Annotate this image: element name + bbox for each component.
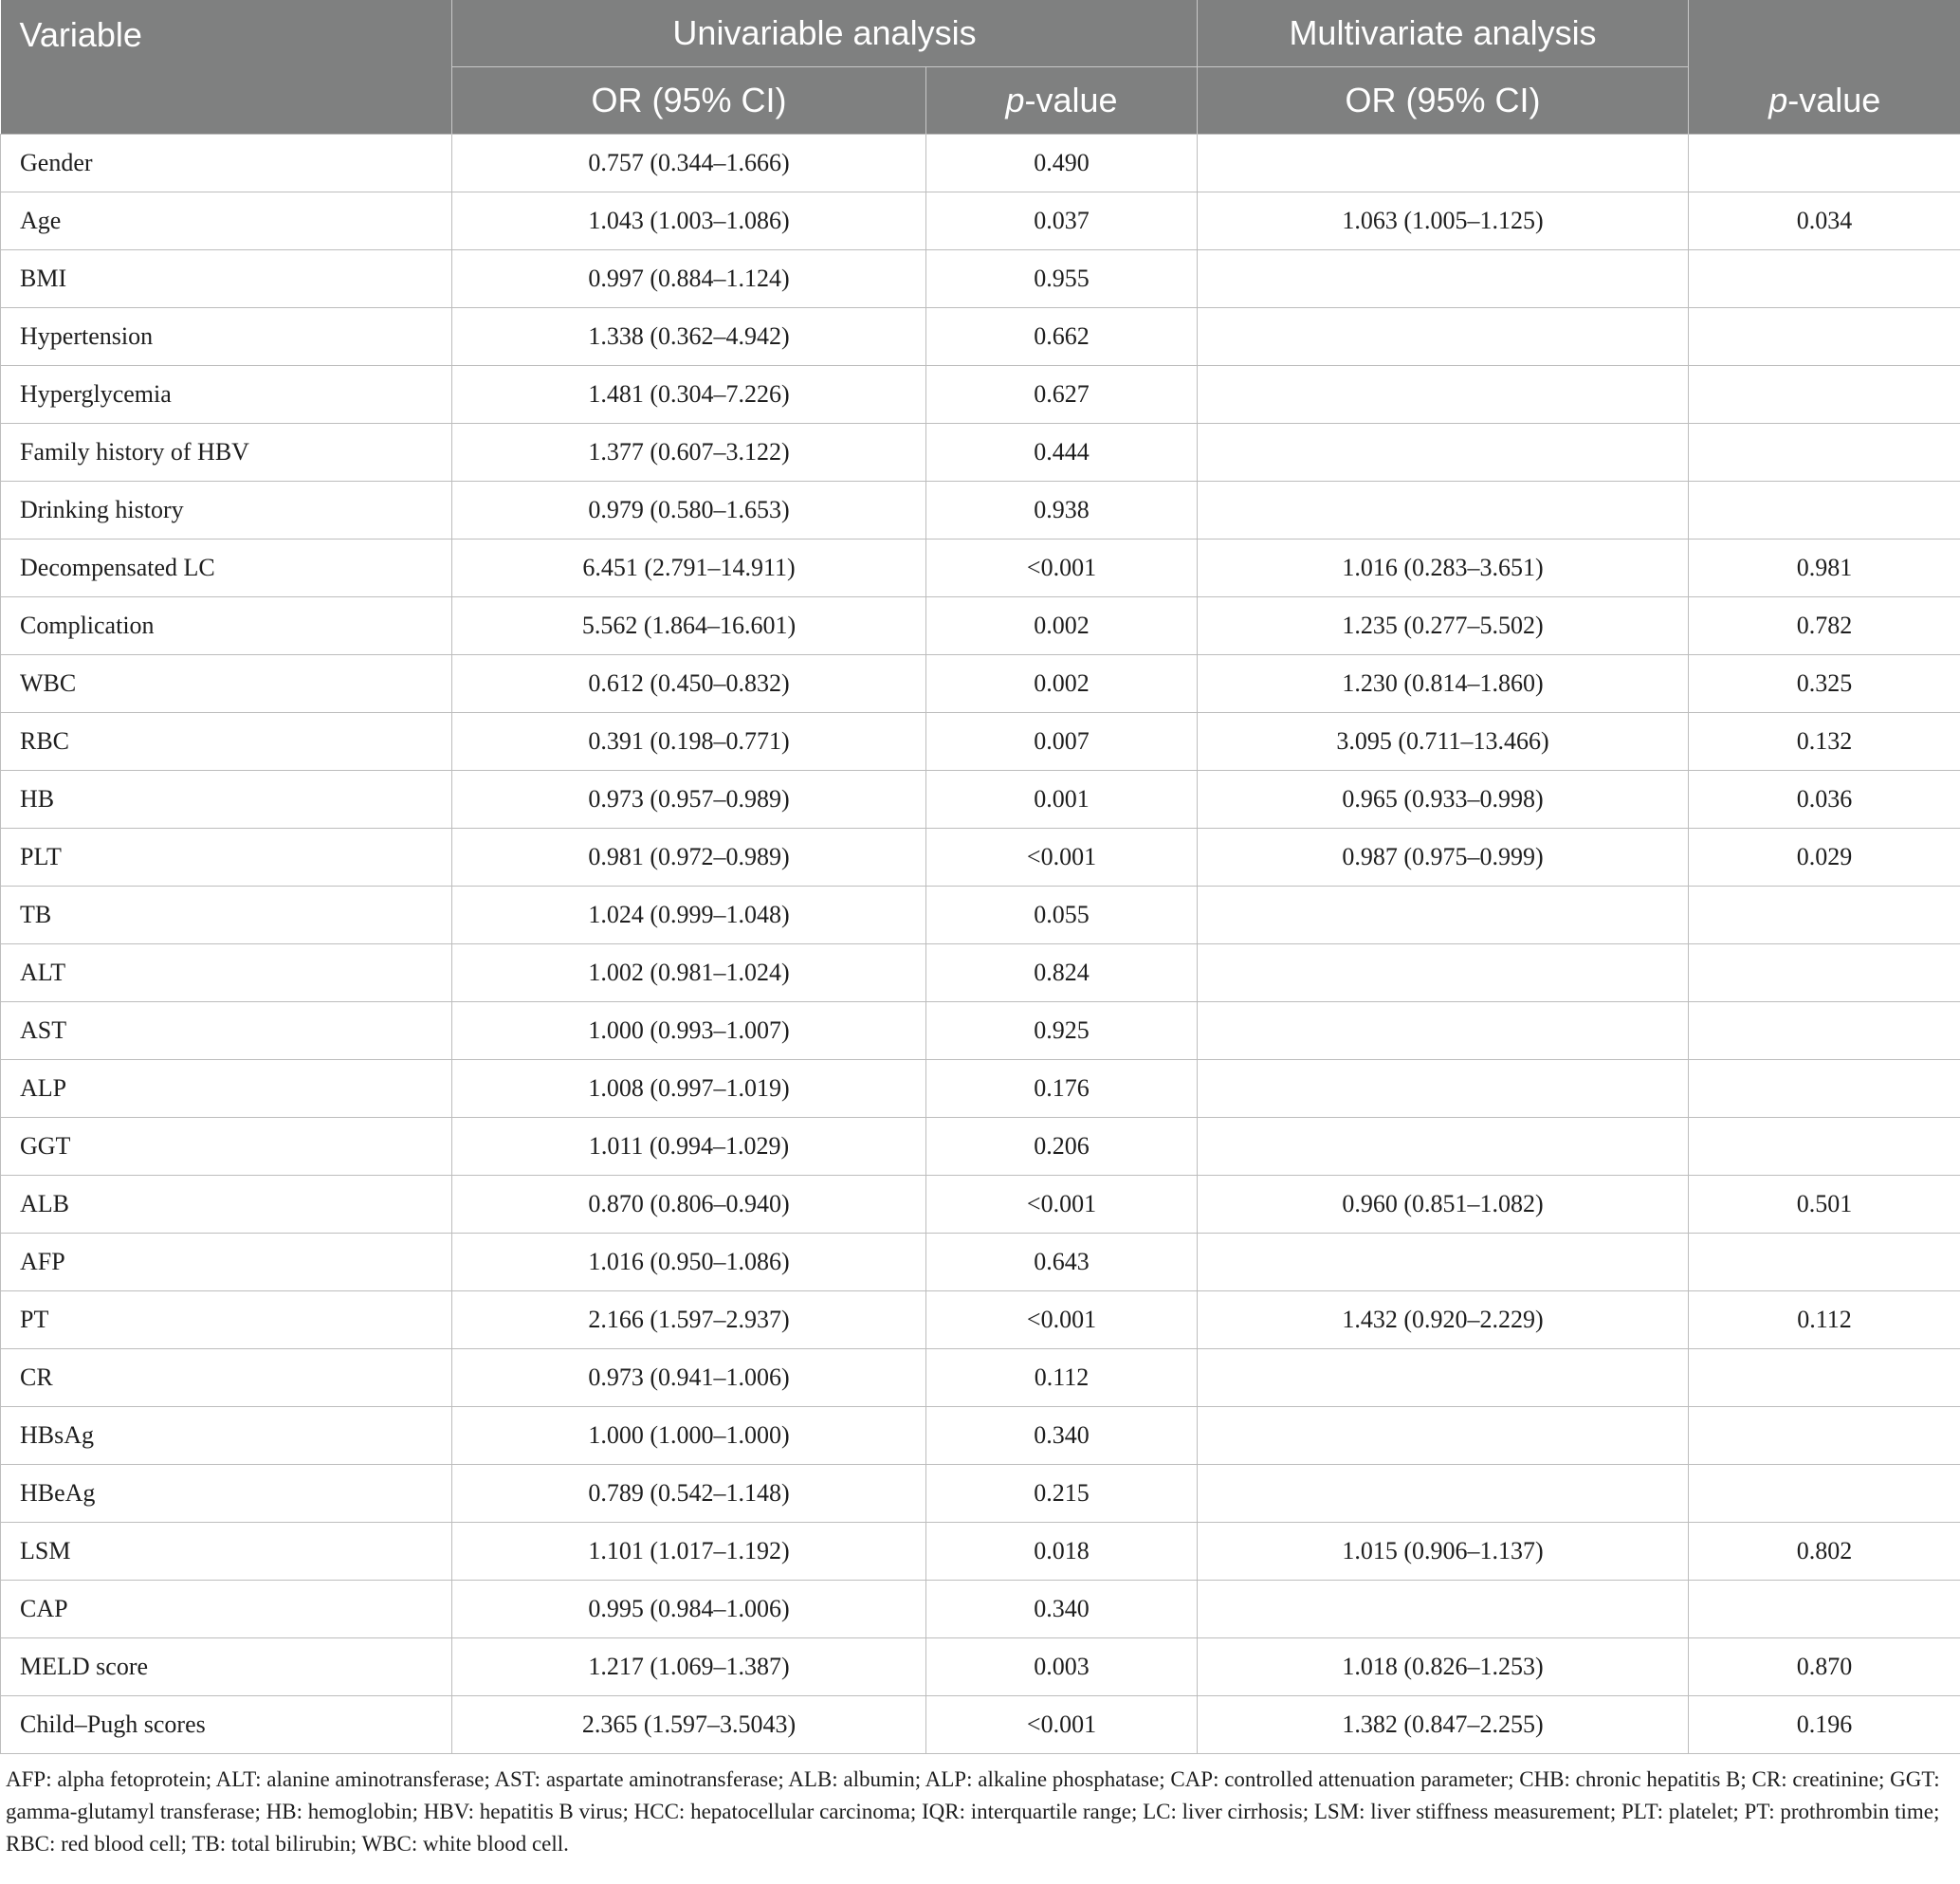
cell-univariable-p-value: 0.662 <box>926 308 1198 366</box>
cell-multivariate-or-ci <box>1198 135 1689 192</box>
cell-univariable-p-value: <0.001 <box>926 1176 1198 1234</box>
table-row <box>1 1234 1960 1291</box>
cell-univariable-p-value: 0.007 <box>926 713 1198 771</box>
header-multi-p-value <box>1689 0 1960 135</box>
cell-multivariate-p-value: 0.034 <box>1689 192 1960 250</box>
cell-multivariate-or-ci: 3.095 (0.711–13.466) <box>1198 713 1689 771</box>
cell-univariable-or-ci: 0.973 (0.941–1.006) <box>452 1349 926 1407</box>
table-row <box>1 1523 1960 1581</box>
cell-multivariate-p-value <box>1689 482 1960 540</box>
cell-multivariate-p-value: 0.112 <box>1689 1291 1960 1349</box>
cell-multivariate-p-value <box>1689 1060 1960 1118</box>
cell-multivariate-p-value: 0.802 <box>1689 1523 1960 1581</box>
cell-multivariate-p-value: 0.981 <box>1689 540 1960 597</box>
table-row <box>1 1638 1960 1696</box>
cell-multivariate-or-ci <box>1198 308 1689 366</box>
table-row <box>1 1581 1960 1638</box>
cell-variable: GGT <box>1 1118 452 1176</box>
cell-variable: Child–Pugh scores <box>1 1696 452 1754</box>
cell-univariable-p-value: 0.112 <box>926 1349 1198 1407</box>
table-row <box>1 1002 1960 1060</box>
cell-variable: Age <box>1 192 452 250</box>
cell-multivariate-or-ci <box>1198 1465 1689 1523</box>
cell-multivariate-or-ci: 1.015 (0.906–1.137) <box>1198 1523 1689 1581</box>
cell-univariable-p-value: 0.055 <box>926 887 1198 944</box>
cell-univariable-p-value: 0.938 <box>926 482 1198 540</box>
table-row <box>1 1407 1960 1465</box>
cell-variable: BMI <box>1 250 452 308</box>
cell-multivariate-p-value: 0.196 <box>1689 1696 1960 1754</box>
cell-multivariate-or-ci: 0.987 (0.975–0.999) <box>1198 829 1689 887</box>
cell-variable: Drinking history <box>1 482 452 540</box>
cell-univariable-or-ci: 0.757 (0.344–1.666) <box>452 135 926 192</box>
cell-univariable-or-ci: 5.562 (1.864–16.601) <box>452 597 926 655</box>
cell-variable: ALP <box>1 1060 452 1118</box>
cell-univariable-or-ci: 0.979 (0.580–1.653) <box>452 482 926 540</box>
header-multivariate-analysis: Multivariate analysis <box>1198 0 1689 67</box>
cell-univariable-p-value: 0.627 <box>926 366 1198 424</box>
cell-multivariate-p-value <box>1689 1118 1960 1176</box>
cell-multivariate-or-ci: 1.235 (0.277–5.502) <box>1198 597 1689 655</box>
cell-multivariate-or-ci: 0.965 (0.933–0.998) <box>1198 771 1689 829</box>
cell-multivariate-p-value: 0.782 <box>1689 597 1960 655</box>
cell-variable: HBeAg <box>1 1465 452 1523</box>
cell-univariable-p-value: 0.925 <box>926 1002 1198 1060</box>
cell-multivariate-or-ci <box>1198 1002 1689 1060</box>
table-row <box>1 424 1960 482</box>
table-row <box>1 829 1960 887</box>
cell-variable: ALB <box>1 1176 452 1234</box>
cell-univariable-p-value: <0.001 <box>926 1291 1198 1349</box>
cell-variable: ALT <box>1 944 452 1002</box>
cell-multivariate-p-value <box>1689 1581 1960 1638</box>
table-row <box>1 771 1960 829</box>
cell-univariable-p-value: 0.340 <box>926 1407 1198 1465</box>
cell-variable: Complication <box>1 597 452 655</box>
cell-univariable-or-ci: 0.981 (0.972–0.989) <box>452 829 926 887</box>
cell-multivariate-or-ci <box>1198 1234 1689 1291</box>
cell-univariable-or-ci: 0.391 (0.198–0.771) <box>452 713 926 771</box>
cell-variable: WBC <box>1 655 452 713</box>
cell-univariable-or-ci: 1.011 (0.994–1.029) <box>452 1118 926 1176</box>
cell-univariable-p-value: 0.206 <box>926 1118 1198 1176</box>
p-italic-label: p <box>1005 81 1025 119</box>
cell-univariable-p-value: 0.018 <box>926 1523 1198 1581</box>
cell-multivariate-or-ci: 1.018 (0.826–1.253) <box>1198 1638 1689 1696</box>
cell-univariable-p-value: 0.215 <box>926 1465 1198 1523</box>
cell-variable: TB <box>1 887 452 944</box>
cell-variable: Hypertension <box>1 308 452 366</box>
table-row <box>1 540 1960 597</box>
cell-variable: HB <box>1 771 452 829</box>
table-row <box>1 944 1960 1002</box>
cell-multivariate-p-value <box>1689 1234 1960 1291</box>
header-univariable-analysis: Univariable analysis <box>452 0 1198 67</box>
cell-univariable-p-value: <0.001 <box>926 829 1198 887</box>
cell-univariable-or-ci: 1.000 (1.000–1.000) <box>452 1407 926 1465</box>
header-uni-or-ci: OR (95% CI) <box>452 67 926 135</box>
table-row <box>1 135 1960 192</box>
cell-multivariate-or-ci: 0.960 (0.851–1.082) <box>1198 1176 1689 1234</box>
cell-variable: PT <box>1 1291 452 1349</box>
table-row <box>1 1060 1960 1118</box>
cell-univariable-p-value: 0.955 <box>926 250 1198 308</box>
table-row <box>1 250 1960 308</box>
header-variable: Variable <box>1 0 452 135</box>
table-row <box>1 482 1960 540</box>
cell-variable: AFP <box>1 1234 452 1291</box>
cell-multivariate-or-ci: 1.063 (1.005–1.125) <box>1198 192 1689 250</box>
cell-univariable-or-ci: 1.481 (0.304–7.226) <box>452 366 926 424</box>
cell-variable: Family history of HBV <box>1 424 452 482</box>
cell-multivariate-or-ci <box>1198 887 1689 944</box>
cell-multivariate-or-ci: 1.230 (0.814–1.860) <box>1198 655 1689 713</box>
cell-multivariate-or-ci: 1.016 (0.283–3.651) <box>1198 540 1689 597</box>
cell-univariable-or-ci: 1.377 (0.607–3.122) <box>452 424 926 482</box>
cell-univariable-p-value: 0.003 <box>926 1638 1198 1696</box>
cell-multivariate-p-value <box>1689 424 1960 482</box>
table-row <box>1 308 1960 366</box>
cell-univariable-or-ci: 0.995 (0.984–1.006) <box>452 1581 926 1638</box>
cell-variable: AST <box>1 1002 452 1060</box>
cell-univariable-p-value: 0.444 <box>926 424 1198 482</box>
table-row <box>1 887 1960 944</box>
cell-univariable-or-ci: 1.217 (1.069–1.387) <box>452 1638 926 1696</box>
cell-univariable-or-ci: 1.000 (0.993–1.007) <box>452 1002 926 1060</box>
cell-univariable-p-value: 0.002 <box>926 655 1198 713</box>
cell-univariable-p-value: 0.002 <box>926 597 1198 655</box>
table-row <box>1 192 1960 250</box>
table-row <box>1 597 1960 655</box>
cell-variable: LSM <box>1 1523 452 1581</box>
cell-univariable-p-value: <0.001 <box>926 540 1198 597</box>
cell-univariable-p-value: 0.824 <box>926 944 1198 1002</box>
cell-univariable-or-ci: 0.612 (0.450–0.832) <box>452 655 926 713</box>
cell-multivariate-or-ci <box>1198 1407 1689 1465</box>
cell-variable: Decompensated LC <box>1 540 452 597</box>
cell-univariable-or-ci: 0.789 (0.542–1.148) <box>452 1465 926 1523</box>
cell-univariable-or-ci: 6.451 (2.791–14.911) <box>452 540 926 597</box>
cell-univariable-or-ci: 0.870 (0.806–0.940) <box>452 1176 926 1234</box>
cell-variable: PLT <box>1 829 452 887</box>
cell-univariable-p-value: 0.643 <box>926 1234 1198 1291</box>
cell-univariable-or-ci: 1.043 (1.003–1.086) <box>452 192 926 250</box>
table-row <box>1 1696 1960 1754</box>
cell-univariable-or-ci: 1.002 (0.981–1.024) <box>452 944 926 1002</box>
cell-univariable-or-ci: 2.365 (1.597–3.5043) <box>452 1696 926 1754</box>
cell-univariable-or-ci: 0.997 (0.884–1.124) <box>452 250 926 308</box>
header-multi-or-ci: OR (95% CI) <box>1198 67 1689 135</box>
cell-univariable-or-ci: 1.016 (0.950–1.086) <box>452 1234 926 1291</box>
cell-multivariate-p-value: 0.132 <box>1689 713 1960 771</box>
cell-univariable-p-value: 0.340 <box>926 1581 1198 1638</box>
cell-univariable-or-ci: 1.338 (0.362–4.942) <box>452 308 926 366</box>
table-row <box>1 713 1960 771</box>
cell-variable: HBsAg <box>1 1407 452 1465</box>
cell-multivariate-or-ci: 1.432 (0.920–2.229) <box>1198 1291 1689 1349</box>
cell-univariable-p-value: <0.001 <box>926 1696 1198 1754</box>
cell-multivariate-or-ci <box>1198 424 1689 482</box>
cell-multivariate-or-ci <box>1198 1349 1689 1407</box>
cell-multivariate-p-value <box>1689 887 1960 944</box>
cell-multivariate-p-value: 0.870 <box>1689 1638 1960 1696</box>
cell-multivariate-or-ci <box>1198 366 1689 424</box>
cell-variable: MELD score <box>1 1638 452 1696</box>
table-header <box>1 0 1960 135</box>
cell-univariable-p-value: 0.176 <box>926 1060 1198 1118</box>
cell-multivariate-p-value <box>1689 135 1960 192</box>
table-row <box>1 1118 1960 1176</box>
cell-multivariate-p-value <box>1689 250 1960 308</box>
table-row <box>1 655 1960 713</box>
table-row <box>1 1465 1960 1523</box>
table-row <box>1 366 1960 424</box>
table-row <box>1 1291 1960 1349</box>
cell-multivariate-p-value <box>1689 308 1960 366</box>
cell-univariable-p-value: 0.490 <box>926 135 1198 192</box>
cell-multivariate-p-value <box>1689 1465 1960 1523</box>
cell-multivariate-p-value: 0.501 <box>1689 1176 1960 1234</box>
p-value-suffix: -value <box>1787 81 1881 119</box>
cell-multivariate-or-ci <box>1198 944 1689 1002</box>
p-value-suffix: -value <box>1024 81 1118 119</box>
cell-variable: Hyperglycemia <box>1 366 452 424</box>
cell-univariable-or-ci: 1.024 (0.999–1.048) <box>452 887 926 944</box>
cell-variable: Gender <box>1 135 452 192</box>
cell-univariable-or-ci: 1.101 (1.017–1.192) <box>452 1523 926 1581</box>
cell-multivariate-p-value <box>1689 1407 1960 1465</box>
cell-univariable-p-value: 0.001 <box>926 771 1198 829</box>
cell-univariable-or-ci: 0.973 (0.957–0.989) <box>452 771 926 829</box>
cell-multivariate-p-value: 0.029 <box>1689 829 1960 887</box>
cell-univariable-p-value: 0.037 <box>926 192 1198 250</box>
cell-multivariate-p-value <box>1689 944 1960 1002</box>
cell-multivariate-p-value <box>1689 1349 1960 1407</box>
cell-multivariate-p-value <box>1689 1002 1960 1060</box>
table-row <box>1 1349 1960 1407</box>
cell-multivariate-or-ci: 1.382 (0.847–2.255) <box>1198 1696 1689 1754</box>
p-italic-label: p <box>1768 81 1788 119</box>
table-footnote: AFP: alpha fetoprotein; ALT: alanine aminotransferase; AST: aspartate aminotransferase; ALB: albumin; ALP: alkaline phosphatase; CAP: controlled attenuation parameter; CHB: chronic hepatitis B; CR: creatinine; GGT: gamma-glutamyl transferase; HB: hemoglobin; HBV: hepatitis B virus; HCC: hepatocellular carcinoma; IQR: interquartile range; LC: liver cirrhosis; LSM: liver stiffness measurement; PLT: platelet; PT: prothrombin time; RBC: red blood cell; TB: total bilirubin; WBC: white blood cell. <box>6 1767 1940 1856</box>
header-uni-p-value <box>926 67 1198 135</box>
cell-variable: CR <box>1 1349 452 1407</box>
table-row <box>1 1176 1960 1234</box>
cell-multivariate-p-value: 0.036 <box>1689 771 1960 829</box>
cell-multivariate-or-ci <box>1198 250 1689 308</box>
table-body <box>1 135 1960 1754</box>
cell-multivariate-p-value: 0.325 <box>1689 655 1960 713</box>
cell-multivariate-p-value <box>1689 366 1960 424</box>
cell-multivariate-or-ci <box>1198 1118 1689 1176</box>
cell-univariable-or-ci: 2.166 (1.597–2.937) <box>452 1291 926 1349</box>
cell-variable: CAP <box>1 1581 452 1638</box>
cell-univariable-or-ci: 1.008 (0.997–1.019) <box>452 1060 926 1118</box>
cell-multivariate-or-ci <box>1198 482 1689 540</box>
cell-multivariate-or-ci <box>1198 1060 1689 1118</box>
cell-multivariate-or-ci <box>1198 1581 1689 1638</box>
cell-variable: RBC <box>1 713 452 771</box>
